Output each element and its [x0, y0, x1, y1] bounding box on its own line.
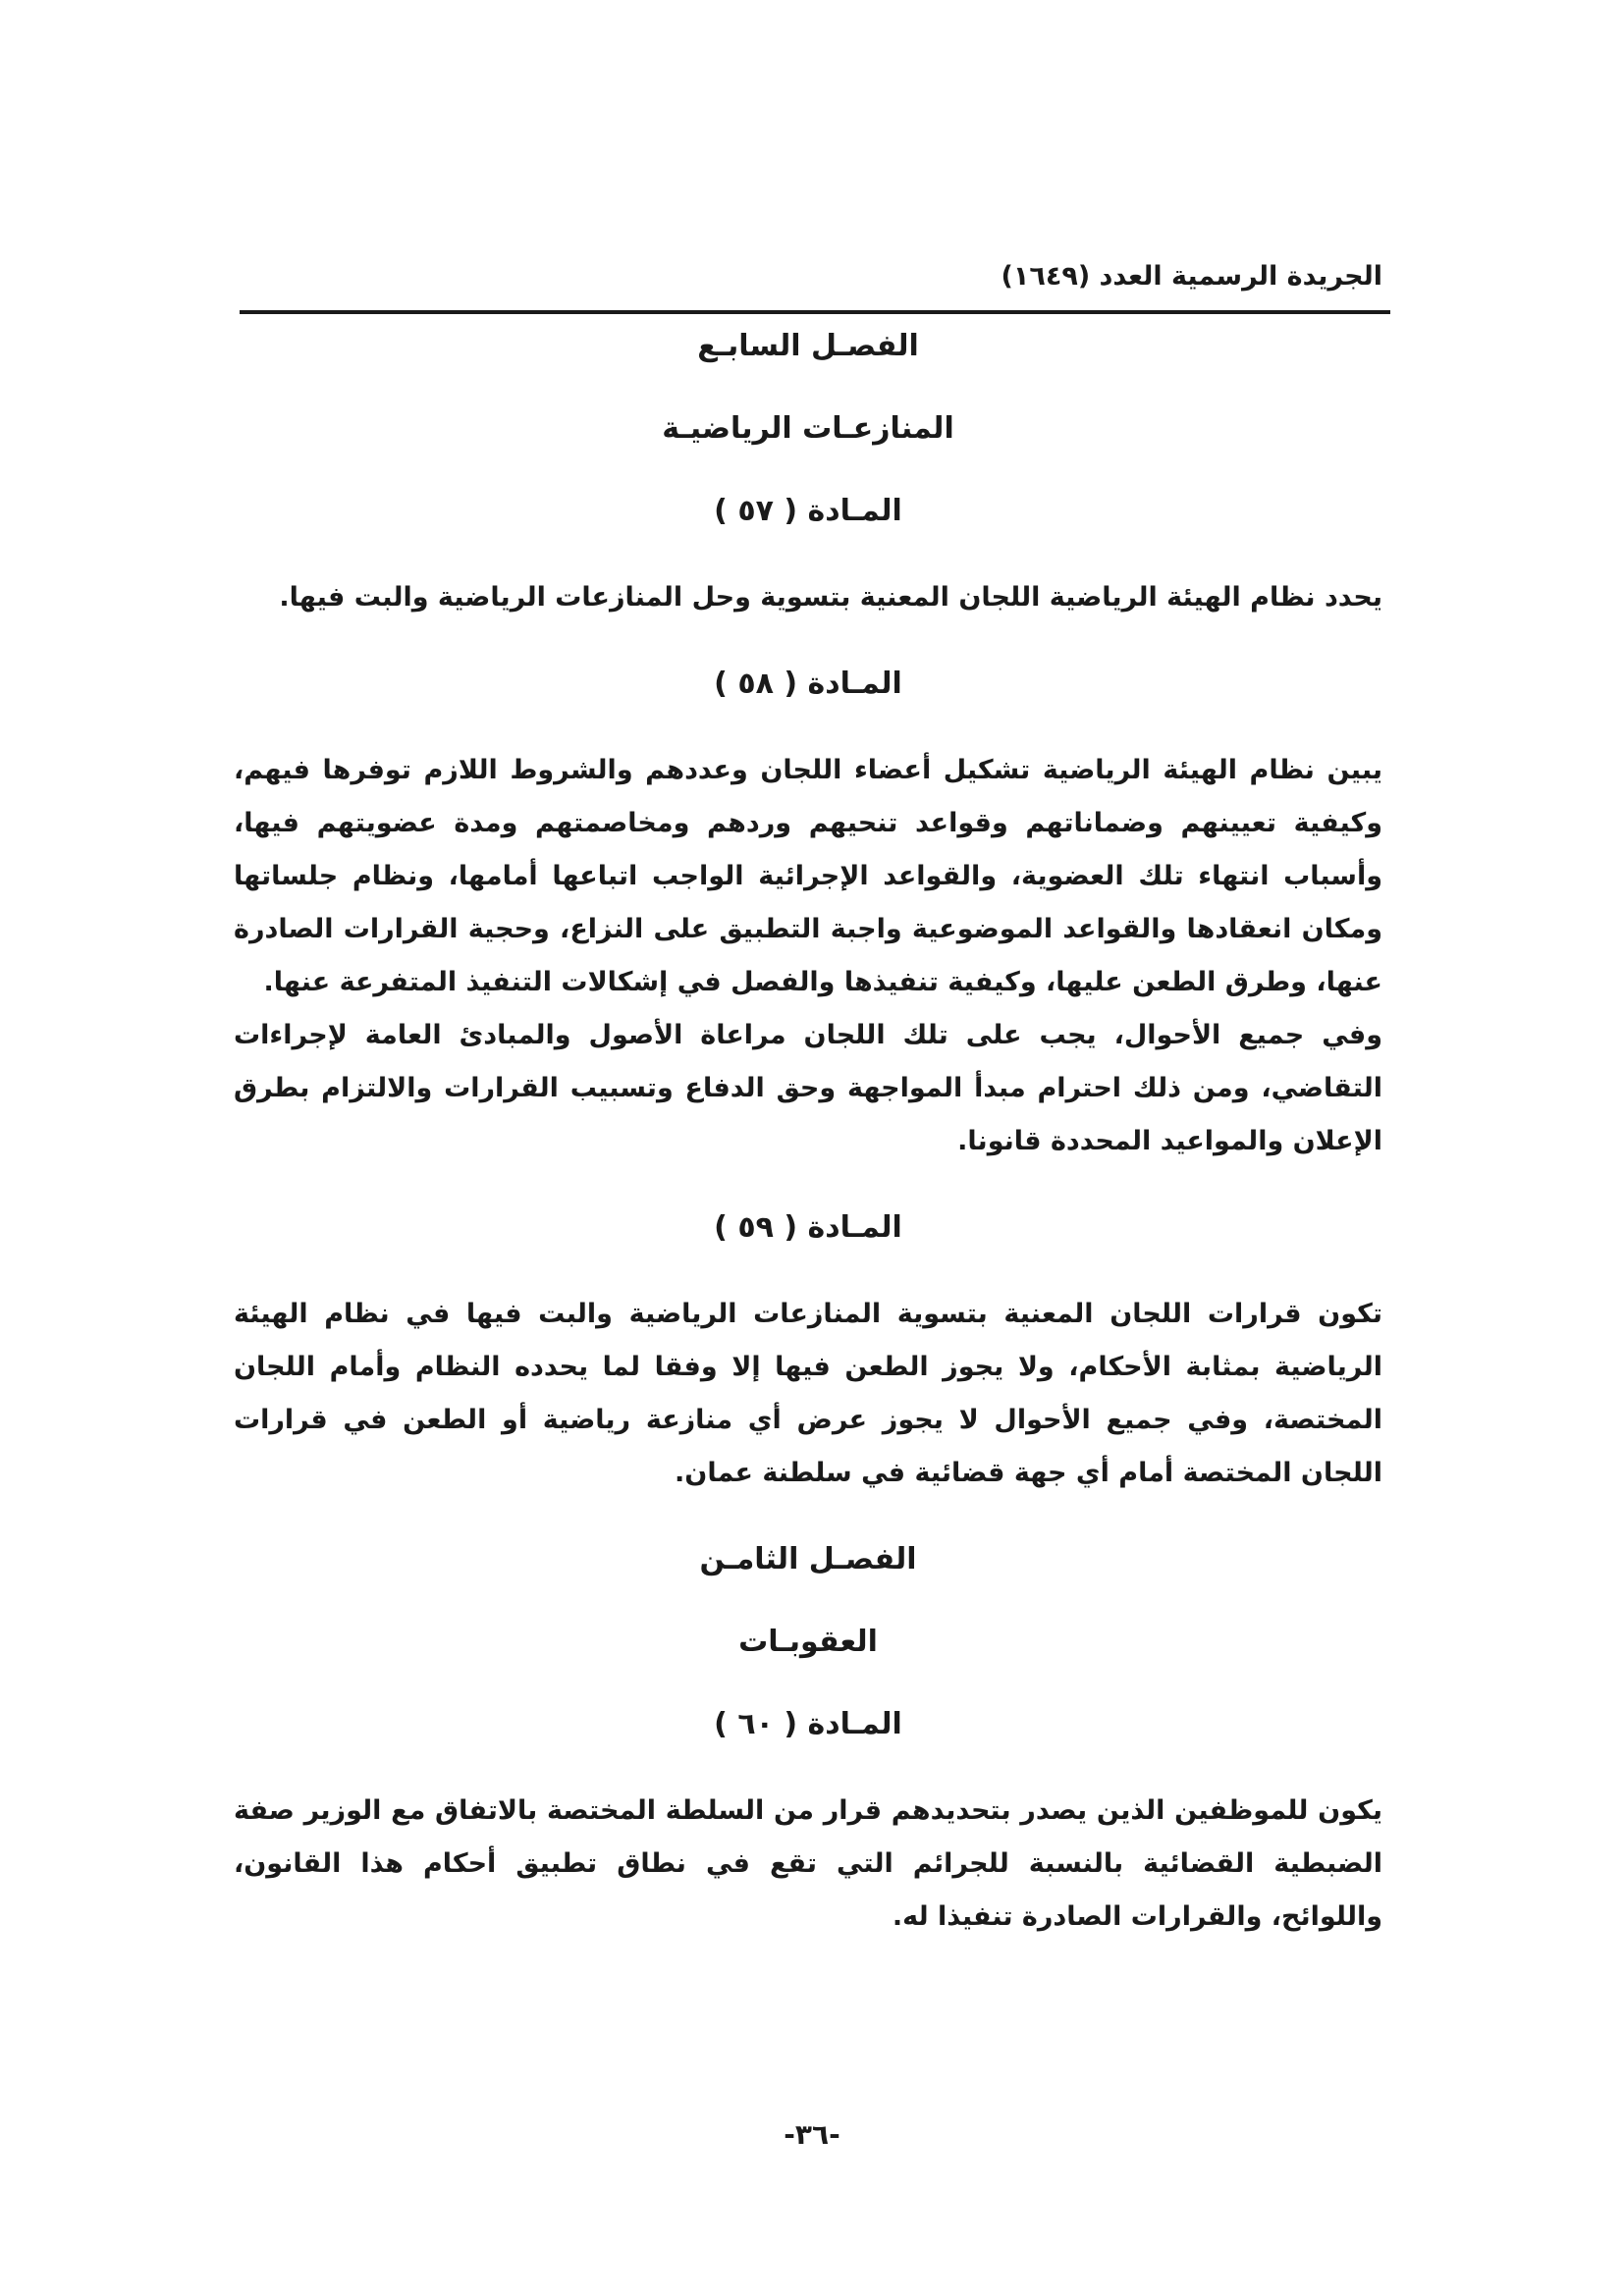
- header-rule: [240, 310, 1390, 314]
- page-content: [234, 324, 1382, 1944]
- article-59-title: المـادة ( ٥٩ ): [714, 1210, 902, 1245]
- article-59-text: تكون قرارات اللجان المعنية بتسوية المنازعات الرياضية والبت فيها في نظام الهيئة الرياضية بمثابة الأحكام، ولا يجوز الطعن فيها إلا وفقا لما يحدده النظام وأمام اللجان المختصة، وفي جميع الأحوال لا يجوز عرض أي منازعة رياضية أو الطعن في قرارات اللجان المختصة أمام أي جهة قضائية في سلطنة عمان.: [234, 1299, 1382, 1488]
- article-57-title: المـادة ( ٥٧ ): [714, 494, 902, 528]
- article-57-text: يحدد نظام الهيئة الرياضية اللجان المعنية بتسوية وحل المنازعات الرياضية والبت فيها.: [279, 582, 1382, 613]
- article-58-paragraph-2: وفي جميع الأحوال، يجب على تلك اللجان مراعاة الأصول والمبادئ العامة لإجراءات التقاضي، ومن ذلك احترام مبدأ المواجهة وحق الدفاع وتسبيب القرارات والالتزام بطرق الإعلان والمواعيد المحددة قانونا.: [234, 1020, 1382, 1156]
- article-60-title: المـادة ( ٦٠ ): [714, 1707, 902, 1741]
- article-60-text: يكون للموظفين الذين يصدر بتحديدهم قرار من السلطة المختصة بالاتفاق مع الوزير صفة الضبطية القضائية بالنسبة للجرائم التي تقع في نطاق تطبيق أحكام هذا القانون، واللوائح، والقرارات الصادرة تنفيذا له.: [234, 1795, 1382, 1932]
- chapter-8-title: الفصـل الثامـن: [699, 1542, 917, 1576]
- chapter-7-title: الفصـل السابـع: [697, 329, 919, 363]
- page-number: -٣٦-: [784, 2118, 840, 2151]
- chapter-7-subtitle: المنازعـات الرياضيـة: [662, 411, 954, 446]
- chapter-8-subtitle: العقوبـات: [738, 1625, 878, 1659]
- running-header: الجريدة الرسمية العدد (١٦٤٩): [1001, 261, 1382, 292]
- article-58-title: المـادة ( ٥٨ ): [714, 667, 902, 701]
- article-58-paragraph-1: يبين نظام الهيئة الرياضية تشكيل أعضاء اللجان وعددهم والشروط اللازم توفرها فيهم، وكيفية تعيينهم وضماناتهم وقواعد تنحيهم وردهم ومخاصمتهم ومدة عضويتهم فيها، وأسباب انتهاء تلك العضوية، والقواعد الإجرائية الواجب اتباعها أمامها، ونظام جلساتها ومكان انعقادها والقواعد الموضوعية واجبة التطبيق على النزاع، وحجية القرارات الصادرة عنها، وطرق الطعن عليها، وكيفية تنفيذها والفصل في إشكالات التنفيذ المتفرعة عنها.: [234, 755, 1382, 997]
